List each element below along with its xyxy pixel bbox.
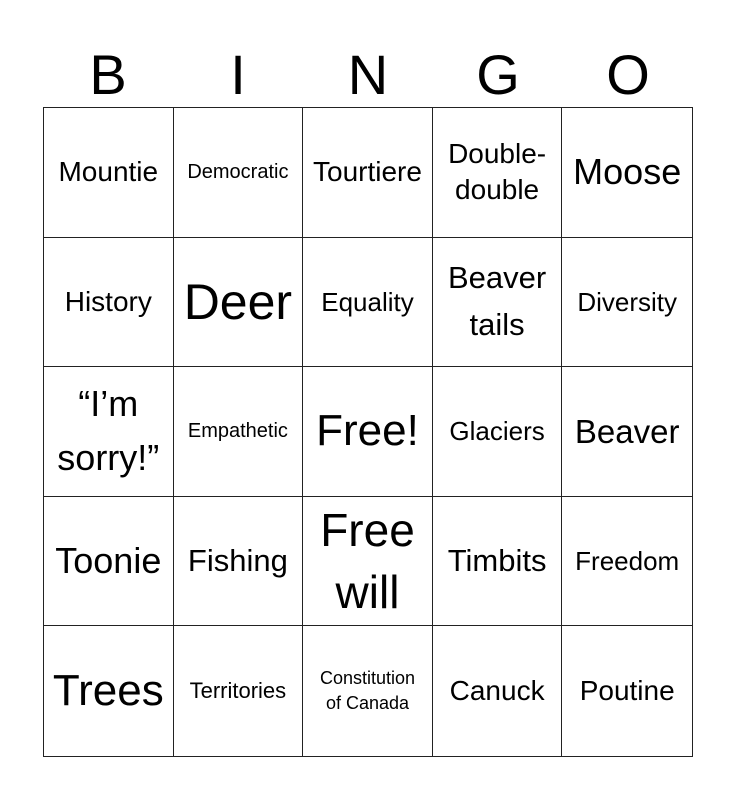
bingo-cell[interactable] <box>433 367 563 497</box>
bingo-cell[interactable] <box>174 108 304 238</box>
bingo-cell[interactable] <box>433 626 563 756</box>
cell-text: Trees <box>52 666 164 716</box>
header-letter-g: G <box>476 43 520 106</box>
cell-text: Empathetic <box>187 420 288 443</box>
cell-text: Beaver <box>574 412 680 450</box>
cell-text: Glaciers <box>449 416 545 447</box>
cell-text: Diversity <box>577 286 678 317</box>
bingo-cell[interactable] <box>174 626 304 756</box>
bingo-cell[interactable] <box>303 497 433 627</box>
cell-text: Toonie <box>55 540 162 582</box>
bingo-cell[interactable] <box>44 626 174 756</box>
cell-text: History <box>64 285 152 317</box>
bingo-cell[interactable] <box>174 367 304 497</box>
bingo-cell[interactable] <box>44 238 174 368</box>
bingo-cell[interactable] <box>303 108 433 238</box>
bingo-cell[interactable] <box>44 367 174 497</box>
bingo-cell[interactable] <box>562 367 692 497</box>
bingo-cell[interactable] <box>433 238 563 368</box>
bingo-cell[interactable] <box>174 497 304 627</box>
cell-text: Free! <box>316 406 419 456</box>
bingo-header <box>43 44 693 106</box>
bingo-cell[interactable] <box>562 108 692 238</box>
bingo-cell[interactable] <box>174 238 304 368</box>
bingo-cell[interactable] <box>562 497 692 627</box>
bingo-cell[interactable] <box>562 238 692 368</box>
cell-text: Territories <box>189 678 287 704</box>
cell-text: Double- double <box>448 137 547 206</box>
cell-text: Canuck <box>449 675 545 706</box>
header-letter-n: N <box>347 43 389 106</box>
bingo-cell[interactable] <box>303 238 433 368</box>
bingo-cell[interactable] <box>44 108 174 238</box>
cell-text: Free will <box>320 504 415 619</box>
bingo-cell[interactable] <box>303 626 433 756</box>
header-letter-b: B <box>89 43 127 106</box>
cell-text: Mountie <box>58 156 159 188</box>
cell-text: Freedom <box>575 546 680 577</box>
bingo-cell[interactable] <box>433 497 563 627</box>
bingo-board <box>43 107 693 757</box>
cell-text: Deer <box>183 273 293 330</box>
header-letter-i: I <box>230 43 246 106</box>
cell-text: “I’m sorry!” <box>57 383 160 479</box>
cell-text: Moose <box>573 151 682 193</box>
bingo-cell[interactable] <box>562 626 692 756</box>
cell-text: Fishing <box>187 542 288 578</box>
cell-text: Beaver tails <box>447 260 547 342</box>
cell-text: Democratic <box>187 161 289 184</box>
bingo-cell[interactable] <box>303 367 433 497</box>
cell-text: Equality <box>321 286 414 317</box>
bingo-cell[interactable] <box>44 497 174 627</box>
cell-text: Poutine <box>579 675 675 706</box>
header-letter-o: O <box>606 43 650 106</box>
cell-text: Constitution of Canada <box>319 668 416 714</box>
bingo-cell[interactable] <box>433 108 563 238</box>
cell-text: Tourtiere <box>313 156 422 188</box>
cell-text: Timbits <box>447 542 547 578</box>
